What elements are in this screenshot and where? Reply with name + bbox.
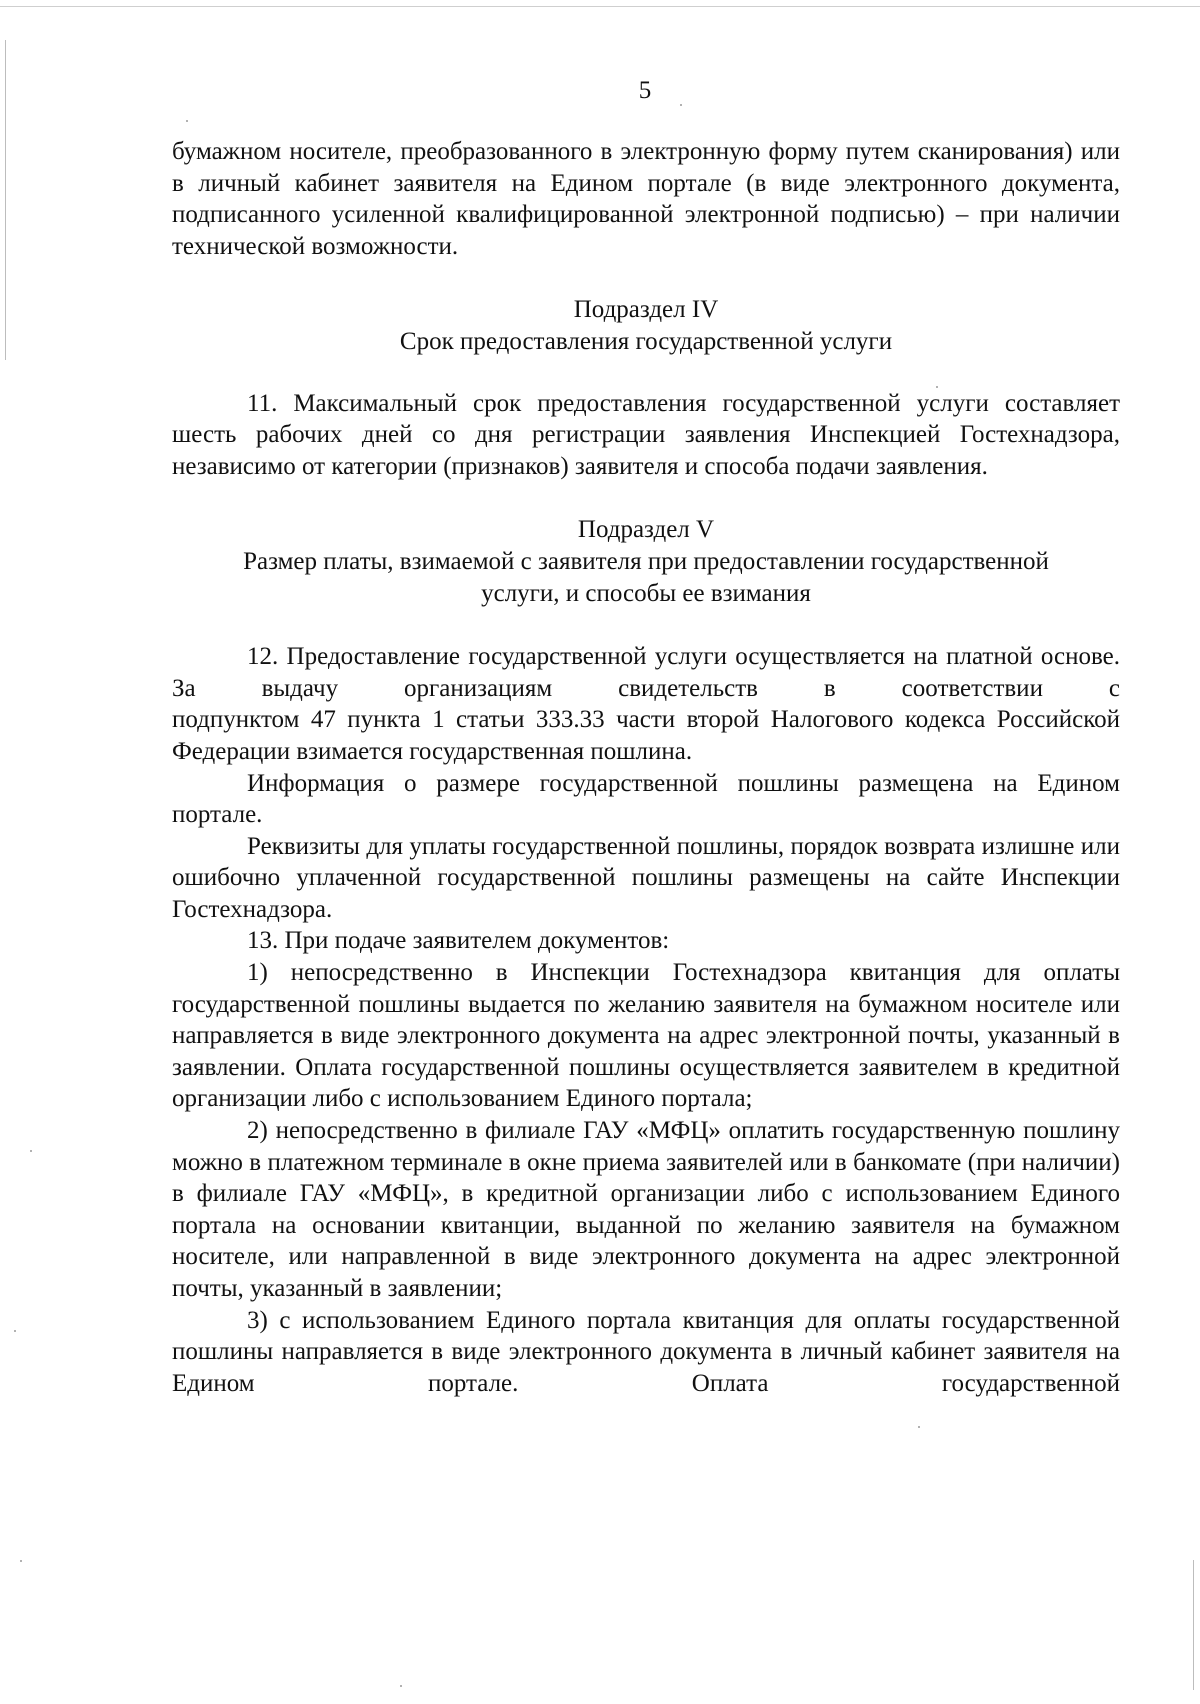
scan-speck [918, 1426, 920, 1428]
paragraph-item-11: 11. Максимальный срок предоставления государственной услуги составляет шесть рабочих дней со дня регистрации заявления Инспекцией Гостехнадзора, независимо от категории (признаков) заявителя и способа подачи заявления. [172, 389, 1120, 480]
scan-speck [20, 1560, 22, 1562]
scan-speck [30, 1150, 32, 1152]
paragraph-item-13-3: 3) с использованием Единого портала квитанция для оплаты государственной пошлины направляется в виде электронного документа в личный кабинет заявителя на Едином портале. Оплата государственной [172, 1306, 1120, 1397]
scan-edge-top [0, 6, 1200, 7]
paragraph-item-13-2: 2) непосредственно в филиале ГАУ «МФЦ» оплатить государственную пошлину можно в платежном терминале в окне приема заявителей или в банкомате (при наличии) в филиале ГАУ «МФЦ», в кредитной организации либо с использованием Единого портала на основании квитанции, выданной по желанию заявителя на бумажном носителе, или направленной в виде электронного документа на адрес электронной почты, указанный в заявлении; [172, 1117, 1120, 1302]
paragraph-item-13-1: 1) непосредственно в Инспекции Гостехнадзора квитанция для оплаты государственной пошлины выдается по желанию заявителя на бумажном носителе или направляется в виде электронного документа на адрес электронной почты, указанный в заявлении. Оплата государственной пошлины осуществляется заявителем в кредитной организации либо с использованием Единого портала; [172, 959, 1120, 1113]
section-iv-label: Подраздел IV [573, 296, 719, 324]
section-v-title-line2: услуги, и способы ее взимания [481, 579, 811, 607]
scan-edge-right [1193, 1560, 1194, 1690]
paragraph-item-13: 13. При подаче заявителем документов: [247, 927, 670, 955]
page-number: 5 [638, 77, 652, 104]
document-body [172, 136, 1120, 1399]
scan-speck [14, 1330, 16, 1332]
paragraph-requisites: Реквизиты для уплаты государственной пошлины, порядок возврата излишне или ошибочно уплаченной государственной пошлины размещены на сайте Инспекции Гостехнадзора. [172, 832, 1120, 923]
section-v-label: Подраздел V [577, 516, 715, 544]
paragraph-item-12-part1: 12. Предоставление государственной услуги осуществляется на платной основе. За выдачу организациям свидетельств в соответствии с [172, 643, 1120, 702]
section-iv-title: Срок предоставления государственной услуги [399, 327, 893, 355]
scan-speck [186, 120, 188, 122]
scan-speck [400, 1685, 402, 1687]
section-v-title-line1: Размер платы, взимаемой с заявителя при предоставлении государственной [243, 547, 1049, 575]
paragraph-fee-info: Информация о размере государственной пошлины размещена на Едином портале. [172, 769, 1120, 829]
continued-paragraph: бумажном носителе, преобразованного в электронную форму путем сканирования) или в личный кабинет заявителя на Едином портале (в виде электронного документа, подписанного усиленной квалифицированной электронной подписью) – при наличии технической возможности. [172, 138, 1120, 260]
paragraph-item-12-part2: подпунктом 47 пункта 1 статьи 333.33 части второй Налогового кодекса Российской Федерации взимается государственная пошлина. [172, 706, 1120, 765]
